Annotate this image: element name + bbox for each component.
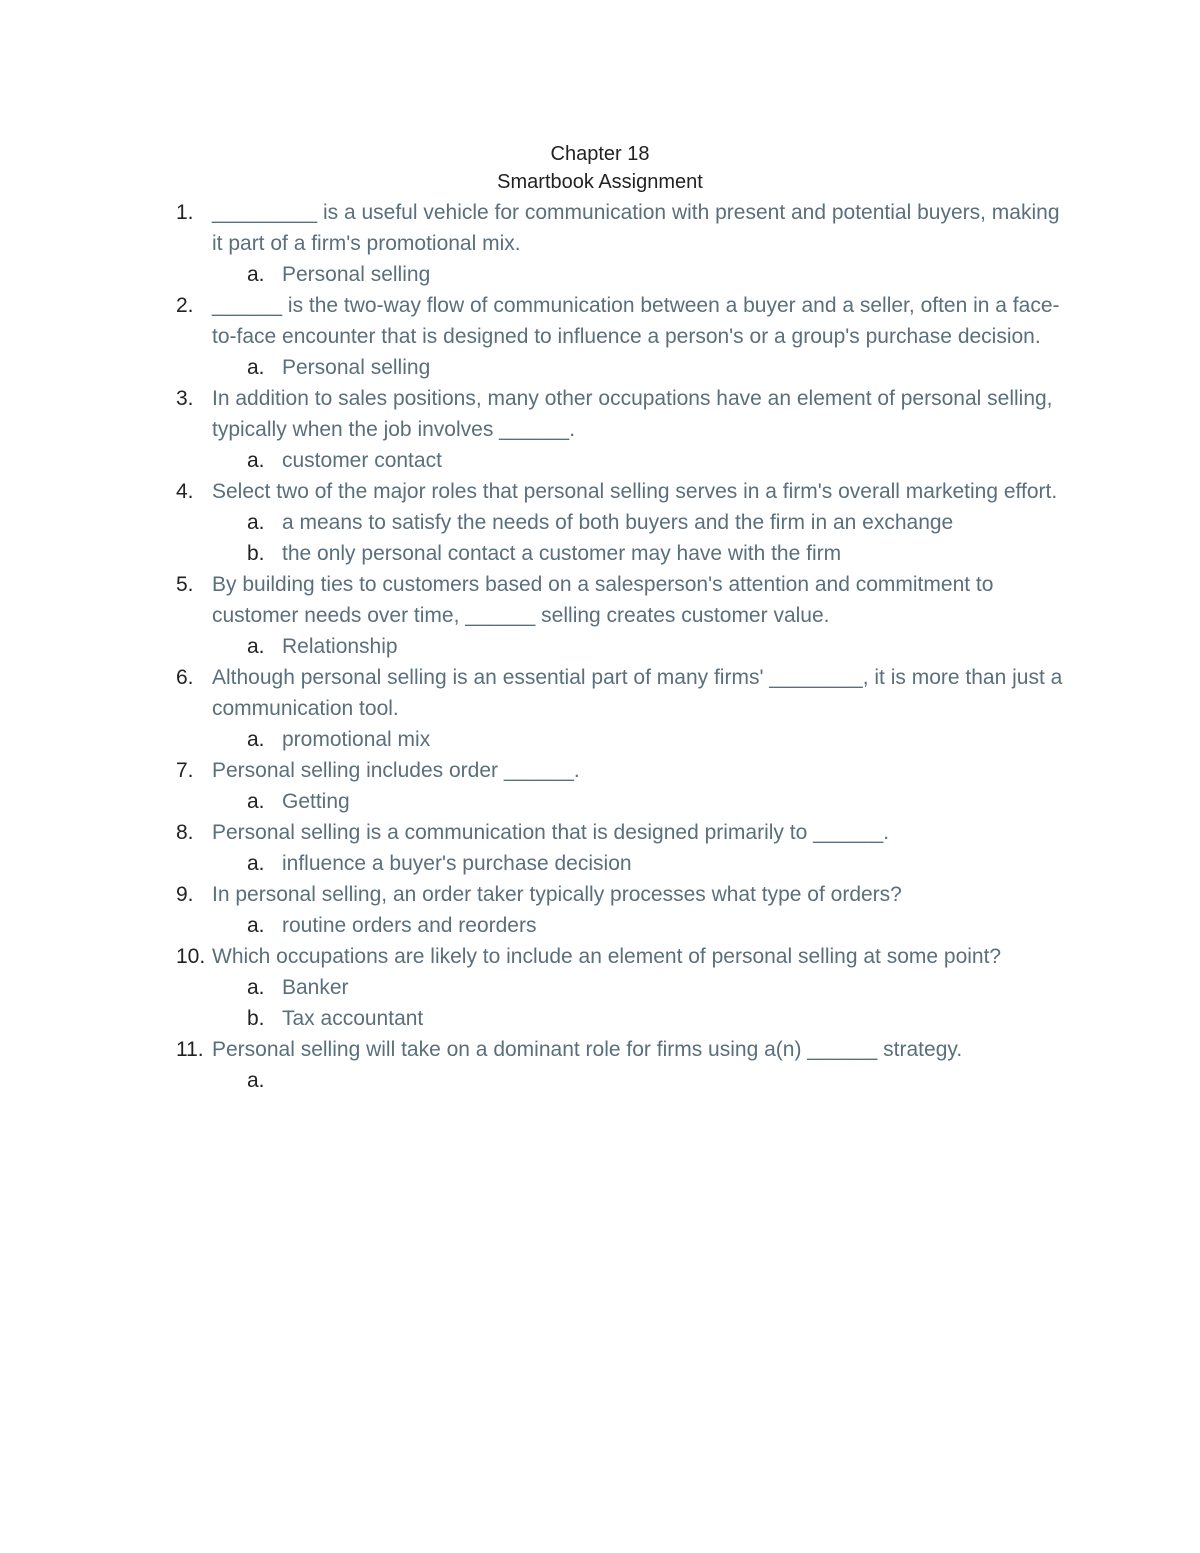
question-number: 5.	[176, 573, 194, 596]
question-number: 11.	[176, 1038, 204, 1061]
answer-letter: a.	[247, 263, 265, 286]
answer-item	[212, 786, 1072, 817]
question-text: Which occupations are likely to include an element of personal selling at some point?	[212, 945, 1002, 968]
answer-list	[212, 910, 1072, 941]
answer-item	[212, 445, 1072, 476]
answer-list	[212, 972, 1072, 1034]
answer-letter: b.	[247, 542, 265, 565]
answer-list	[212, 1065, 1072, 1096]
question-item	[0, 755, 1072, 817]
answer-list	[212, 445, 1072, 476]
answer-letter: a.	[247, 976, 265, 999]
question-item	[0, 941, 1072, 1034]
document-header	[0, 140, 1200, 196]
assignment-title: Smartbook Assignment	[497, 171, 703, 193]
answer-text: Tax accountant	[282, 1007, 424, 1030]
answer-item	[212, 1003, 1072, 1034]
answer-text: routine orders and reorders	[282, 914, 537, 937]
answer-item	[212, 1065, 1072, 1096]
answer-text: influence a buyer's purchase decision	[282, 852, 632, 875]
answer-list	[212, 631, 1072, 662]
question-number: 4.	[176, 480, 194, 503]
answer-item	[212, 910, 1072, 941]
question-text: ______ is the two-way flow of communication between a buyer and a seller, often in a face-to-face encounter that is designed to influence a person's or a group's purchase decision.	[212, 294, 1060, 348]
question-item	[0, 879, 1072, 941]
question-item	[0, 197, 1072, 290]
answer-item	[212, 972, 1072, 1003]
answer-letter: a.	[247, 790, 265, 813]
chapter-title: Chapter 18	[550, 143, 650, 165]
answer-item	[212, 352, 1072, 383]
question-number: 8.	[176, 821, 194, 844]
question-number: 9.	[176, 883, 194, 906]
answer-item	[212, 848, 1072, 879]
answer-item	[212, 538, 1072, 569]
question-text: Although personal selling is an essential part of many firms' ________, it is more than just a communication tool.	[212, 666, 1063, 720]
answer-item	[212, 631, 1072, 662]
answer-letter: a.	[247, 449, 265, 472]
answer-text: promotional mix	[282, 728, 431, 751]
answer-letter: a.	[247, 728, 265, 751]
question-number: 10.	[176, 945, 206, 968]
question-number: 6.	[176, 666, 194, 689]
answer-item	[212, 259, 1072, 290]
answer-letter: a.	[247, 1069, 265, 1092]
question-text: In personal selling, an order taker typically processes what type of orders?	[212, 883, 902, 906]
question-text: Personal selling includes order ______.	[212, 759, 580, 782]
question-item	[0, 476, 1072, 569]
answer-list	[212, 724, 1072, 755]
question-item	[0, 817, 1072, 879]
answer-letter: a.	[247, 635, 265, 658]
answer-list	[212, 259, 1072, 290]
answer-text: Relationship	[282, 635, 398, 658]
answer-text: Personal selling	[282, 356, 431, 379]
question-item	[0, 569, 1072, 662]
question-number: 7.	[176, 759, 194, 782]
answer-text: customer contact	[282, 449, 442, 472]
answer-letter: a.	[247, 852, 265, 875]
question-item	[0, 290, 1072, 383]
answer-text: a means to satisfy the needs of both buyers and the firm in an exchange	[282, 511, 954, 534]
answer-text: Banker	[282, 976, 349, 999]
question-text: _________ is a useful vehicle for communication with present and potential buyers, making it part of a firm's promotional mix.	[212, 201, 1060, 255]
answer-list	[212, 786, 1072, 817]
question-text: By building ties to customers based on a salesperson's attention and commitment to customer needs over time, ______ selling creates customer value.	[212, 573, 994, 627]
question-text: Personal selling is a communication that is designed primarily to ______.	[212, 821, 890, 844]
answer-item	[212, 724, 1072, 755]
answer-letter: a.	[247, 356, 265, 379]
question-list	[0, 197, 1200, 1096]
answer-list	[212, 848, 1072, 879]
answer-item	[212, 507, 1072, 538]
question-number: 3.	[176, 387, 194, 410]
answer-list	[212, 507, 1072, 569]
question-number: 2.	[176, 294, 194, 317]
answer-text: the only personal contact a customer may have with the firm	[282, 542, 842, 565]
answer-text: Getting	[282, 790, 350, 813]
question-text: Personal selling will take on a dominant role for firms using a(n) ______ strategy.	[212, 1038, 963, 1061]
answer-letter: b.	[247, 1007, 265, 1030]
question-item	[0, 383, 1072, 476]
answer-list	[212, 352, 1072, 383]
answer-text: Personal selling	[282, 263, 431, 286]
question-text: Select two of the major roles that personal selling serves in a firm's overall marketing effort.	[212, 480, 1058, 503]
question-item	[0, 1034, 1072, 1096]
question-number: 1.	[176, 201, 194, 224]
question-item	[0, 662, 1072, 755]
answer-letter: a.	[247, 914, 265, 937]
answer-letter: a.	[247, 511, 265, 534]
question-text: In addition to sales positions, many other occupations have an element of personal selling, typically when the job involves ______.	[212, 387, 1053, 441]
